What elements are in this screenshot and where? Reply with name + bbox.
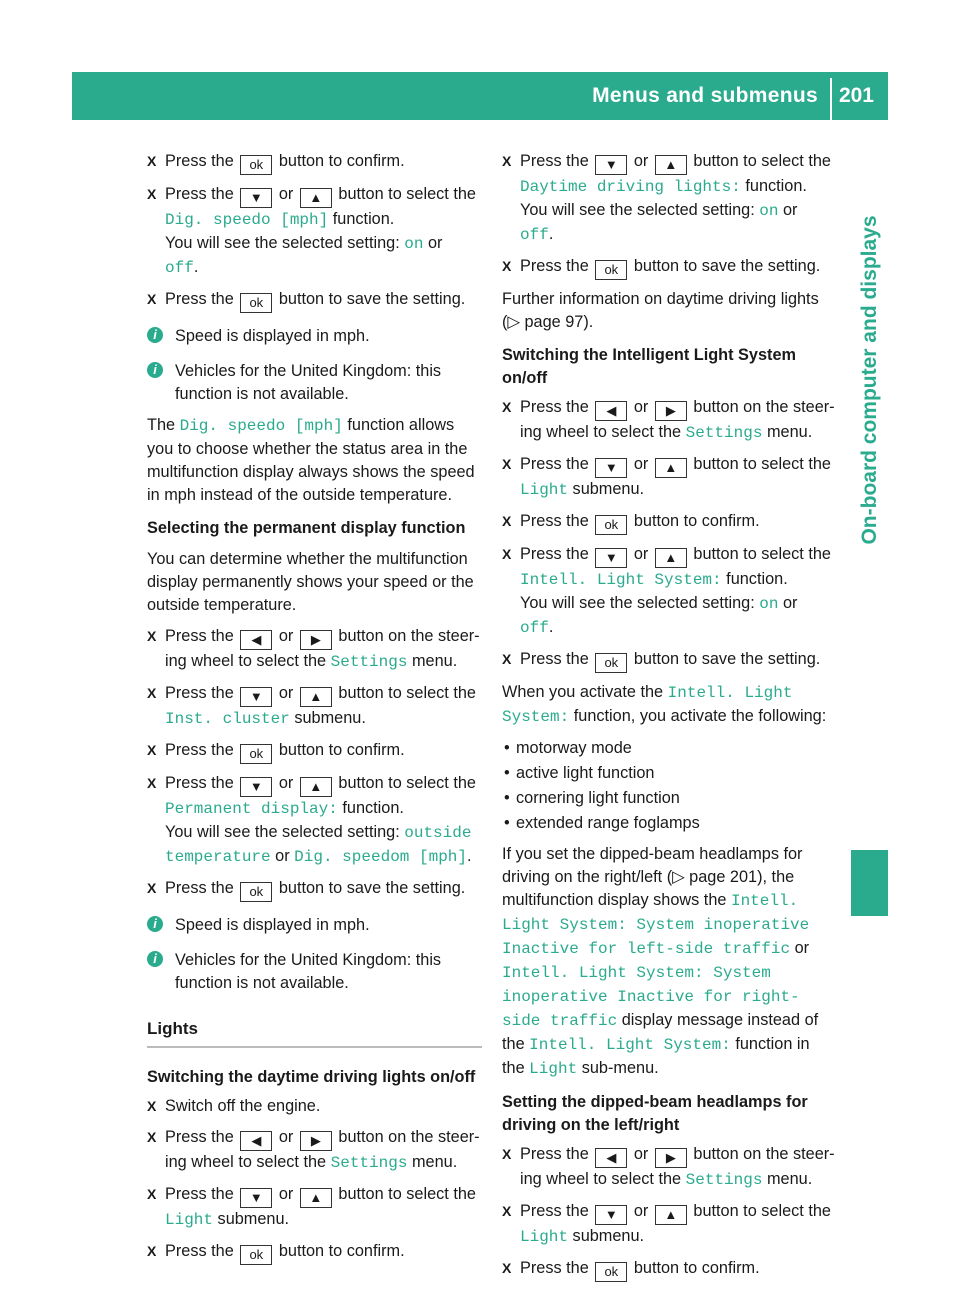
step: X Press the ◀ or ▶ button on the steer- ing wheel to select the Settings menu. (147, 625, 482, 674)
up-key-icon: ▲ (655, 155, 687, 175)
down-key-icon: ▼ (240, 188, 272, 208)
step: X Press the ok button to save the setting. (502, 648, 835, 673)
header-title: Menus and submenus (592, 84, 818, 107)
info-icon: i (147, 951, 163, 967)
step: X Press the ok button to save the setting. (502, 255, 835, 280)
sidebar-marker (851, 850, 888, 916)
info-note: i Speed is displayed in mph. (147, 914, 482, 937)
right-key-icon: ▶ (655, 1148, 687, 1168)
step: X Press the ▼ or ▲ button to select the Light submenu. (502, 1200, 835, 1249)
header-separator (830, 78, 832, 120)
sidebar-label: On-board computer and displays (858, 215, 881, 545)
step: X Press the ◀ or ▶ button on the steer- ing wheel to select the Settings menu. (147, 1126, 482, 1175)
info-icon: i (147, 916, 163, 932)
left-key-icon: ◀ (240, 630, 272, 650)
up-key-icon: ▲ (655, 1205, 687, 1225)
up-key-icon: ▲ (655, 548, 687, 568)
up-key-icon: ▲ (300, 777, 332, 797)
section-heading: Lights (147, 1017, 482, 1048)
info-note: i Speed is displayed in mph. (147, 325, 482, 348)
left-column (147, 150, 482, 1273)
down-key-icon: ▼ (240, 1188, 272, 1208)
heading: Setting the dipped-beam headlamps for driving on the left/right (502, 1093, 808, 1134)
down-key-icon: ▼ (595, 458, 627, 478)
step: X Press the ▼ or ▲ button to select the Inst. cluster submenu. (147, 682, 482, 731)
heading: Switching the Intelligent Light System on/off (502, 346, 796, 387)
step: X Press the ▼ or ▲ button to select the Intell. Light System: function. You will see the selected setting: on or off. (502, 543, 835, 640)
up-key-icon: ▲ (300, 188, 332, 208)
ok-key-icon: ok (240, 882, 272, 902)
right-key-icon: ▶ (300, 630, 332, 650)
step: X Press the ▼ or ▲ button to select the Light submenu. (147, 1183, 482, 1232)
ok-key-icon: ok (595, 260, 627, 280)
heading: Switching the daytime driving lights on/off (147, 1068, 476, 1086)
step: X Press the ok button to confirm. (502, 510, 835, 535)
ok-key-icon: ok (595, 653, 627, 673)
display-text: Dig. speedo [mph] (165, 211, 329, 229)
step: X Press the ▼ or ▲ button to select the Daytime driving lights: function. You will see the selected setting: on or off. (502, 150, 835, 247)
list-item: • cornering light function (502, 787, 835, 810)
step: X Press the ▼ or ▲ button to select the Light submenu. (502, 453, 835, 502)
list-item: • active light function (502, 762, 835, 785)
step: X Press the ◀ or ▶ button on the steer- ing wheel to select the Settings menu. (502, 396, 835, 445)
ok-key-icon: ok (240, 293, 272, 313)
info-note: i Vehicles for the United Kingdom: this function is not available. (147, 949, 482, 995)
step: X Press the ok button to save the setting. (147, 288, 482, 313)
paragraph: Further information on daytime driving lights (▷ page 97). (502, 290, 819, 331)
ok-key-icon: ok (595, 515, 627, 535)
up-key-icon: ▲ (655, 458, 687, 478)
step: X Press the ok button to confirm. (502, 1257, 835, 1282)
info-note: i Vehicles for the United Kingdom: this function is not available. (147, 360, 482, 406)
step: X Press the ▼ or ▲ button to select the Dig. speedo [mph] function. You will see the selected setting: on or off. (147, 183, 482, 280)
right-column (502, 150, 835, 1290)
up-key-icon: ▲ (300, 687, 332, 707)
info-icon: i (147, 362, 163, 378)
left-key-icon: ◀ (595, 401, 627, 421)
paragraph: If you set the dipped-beam headlamps for driving on the right/left (▷ page 201), the multifunction display shows the Intell. Light System: System inoperative Inactive for left-side traffic or Intell. Light System: System inoperative Inactive for right-side traffic display message instead of the Intell. Light System: function in the Light sub-menu. (502, 845, 819, 1078)
paragraph: When you activate the Intell. Light System: function, you activate the following: (502, 683, 827, 726)
left-key-icon: ◀ (595, 1148, 627, 1168)
ok-key-icon: ok (595, 1262, 627, 1282)
left-key-icon: ◀ (240, 1131, 272, 1151)
list-item: • motorway mode (502, 737, 835, 760)
step: X Switch off the engine. (147, 1095, 482, 1118)
step: X Press the ok button to confirm. (147, 739, 482, 764)
down-key-icon: ▼ (240, 687, 272, 707)
paragraph: You can determine whether the multifunction display permanently shows your speed or the outside temperature. (147, 550, 474, 614)
step: X Press the ◀ or ▶ button on the steer- ing wheel to select the Settings menu. (502, 1143, 835, 1192)
heading: Selecting the permanent display function (147, 519, 466, 537)
page-header (72, 72, 888, 120)
step: X Press the ok button to save the setting. (147, 877, 482, 902)
step: X Press the ok button to confirm. (147, 150, 482, 175)
info-icon: i (147, 327, 163, 343)
step: X Press the ok button to confirm. (147, 1240, 482, 1265)
up-key-icon: ▲ (300, 1188, 332, 1208)
down-key-icon: ▼ (595, 155, 627, 175)
step: X Press the ▼ or ▲ button to select the Permanent display: function. You will see the selected setting: outside temperature or Dig. speedom [mph]. (147, 772, 482, 869)
page-number: 201 (838, 84, 874, 107)
paragraph: The Dig. speedo [mph] function allows you to choose whether the status area in the multifunction display always shows the speed in mph instead of the outside temperature. (147, 416, 475, 504)
ok-key-icon: ok (240, 1245, 272, 1265)
down-key-icon: ▼ (240, 777, 272, 797)
right-key-icon: ▶ (300, 1131, 332, 1151)
down-key-icon: ▼ (595, 548, 627, 568)
ok-key-icon: ok (240, 744, 272, 764)
list-item: • extended range foglamps (502, 812, 835, 835)
right-key-icon: ▶ (655, 401, 687, 421)
ok-key-icon: ok (240, 155, 272, 175)
down-key-icon: ▼ (595, 1205, 627, 1225)
